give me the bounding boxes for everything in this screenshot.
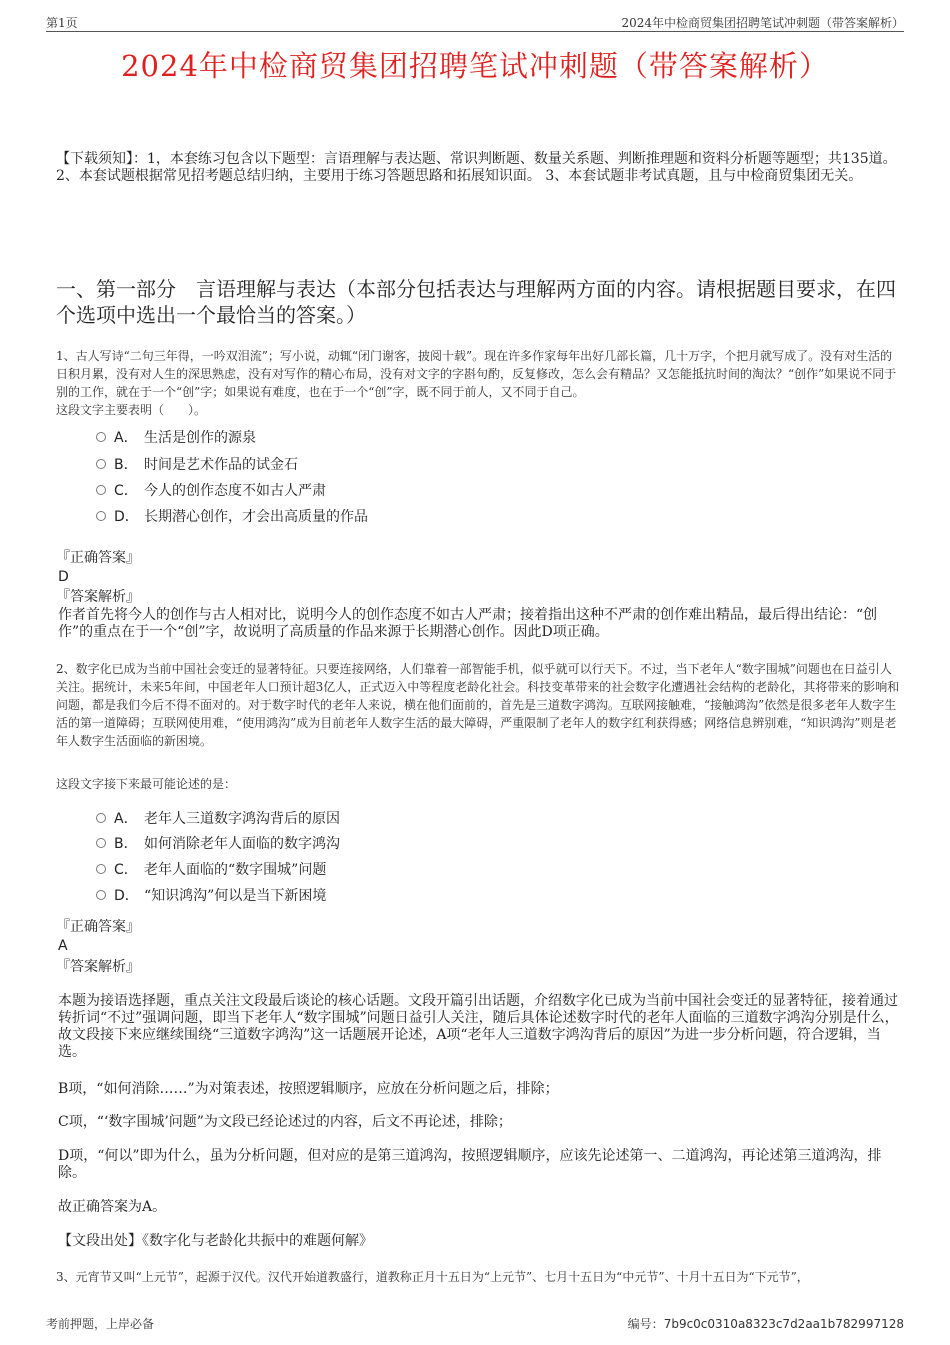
option-text: 时间是艺术作品的试金石 xyxy=(144,457,298,473)
radio-icon[interactable] xyxy=(96,813,106,823)
footer-slogan: 考前押题，上岸必备 xyxy=(46,1317,155,1331)
option-letter: C． xyxy=(114,483,138,499)
footer-code xyxy=(628,1315,904,1332)
radio-icon[interactable] xyxy=(96,432,106,442)
q2-analysis-conclusion: 故正确答案为A。 xyxy=(58,1199,167,1215)
question-2-prompt: 这段文字接下来最可能论述的是： xyxy=(56,777,237,791)
option-letter: D． xyxy=(114,509,139,525)
q2-answer-label: 『正确答案』 xyxy=(56,919,140,935)
option-letter: A． xyxy=(114,811,138,827)
option-letter: B． xyxy=(114,457,138,473)
q2-source: 【文段出处】《数字化与老龄化共振中的难题何解》 xyxy=(58,1233,373,1249)
q2-option-a[interactable] xyxy=(96,809,340,829)
q2-analysis-c: C项，“‘数字围城’问题”为文段已经论述过的内容，后文不再论述，排除； xyxy=(58,1114,512,1130)
option-text: 长期潜心创作，才会出高质量的作品 xyxy=(144,509,368,525)
radio-icon[interactable] xyxy=(96,864,106,874)
q1-option-c[interactable] xyxy=(96,481,326,501)
q1-option-a[interactable] xyxy=(96,428,256,448)
question-1-text: 1、古人写诗“二句三年得，一吟双泪流”；写小说，动辄“闭门谢客，披阅十载”。现在许多作家每年出好几部长篇，几十万字，个把月就写成了。没有对生活的日积月累，没有对人生的深思熟虑，没有对写作的精心布局，没有对文字的字斟句酌，反复修改，怎么会有精品？又怎能抵抗时间的淘汰？“创作”如果说不同于别的工作，就在于一个“创”字；如果说有难度，也在于一个“创”字，既不同于前人，又不同于自己。 xyxy=(56,349,897,399)
page-number: 第1页 xyxy=(46,16,78,30)
q1-answer-label: 『正确答案』 xyxy=(56,550,140,566)
option-letter: A． xyxy=(114,430,138,446)
q2-analysis-main: 本题为接语选择题，重点关注文段最后谈论的核心话题。文段开篇引出话题，介绍数字化已成为当前中国社会变迁的显著特征，接着通过转折词“不过”强调问题，即当下老年人“数字围城”问题日益引人关注，随后具体论述数字时代的老年人面临的三道数字鸿沟分别是什么，故文段接下来应继续围绕“三道数字鸿沟”这一话题展开论述，A项“老年人三道数字鸿沟背后的原因”为进一步分析问题，符合逻辑，当选。 xyxy=(58,993,899,1060)
radio-icon[interactable] xyxy=(96,485,106,495)
q2-option-d[interactable] xyxy=(96,886,326,906)
question-1-stem xyxy=(56,347,901,419)
header-divider xyxy=(46,31,904,32)
radio-icon[interactable] xyxy=(96,511,106,521)
option-letter: D． xyxy=(114,888,139,904)
download-notice: 【下载须知】：1，本套练习包含以下题型：言语理解与表达题、常识判断题、数量关系题、判断推理题和资料分析题等题型；共135道。 2、本套试题根据常见招考题总结归纳，主要用于练习答题思路和拓展知识面。 3、本套试题非考试真题，且与中检商贸集团无关。 xyxy=(56,151,897,184)
option-text: 今人的创作态度不如古人严肃 xyxy=(144,483,326,499)
q1-answer: D xyxy=(58,569,69,585)
q1-analysis: 作者首先将今人的创作与古人相对比，说明今人的创作态度不如古人严肃；接着指出这种不严肃的创作难出精品，最后得出结论：“创作”的重点在于一个“创”字，故说明了高质量的作品来源于长期潜心创作。因此D项正确。 xyxy=(58,607,878,640)
q2-option-c[interactable] xyxy=(96,860,326,880)
option-letter: B． xyxy=(114,836,138,852)
q2-analysis-b: B项，“如何消除……”为对策表述，按照逻辑顺序，应放在分析问题之后，排除； xyxy=(58,1081,559,1097)
q2-analysis-label: 『答案解析』 xyxy=(56,959,140,975)
footer-code-label: 编号： xyxy=(627,1317,664,1331)
option-text: 老年人三道数字鸿沟背后的原因 xyxy=(144,811,340,827)
page-title: 2024年中检商贸集团招聘笔试冲刺题（带答案解析） xyxy=(121,49,829,83)
option-text: “知识鸿沟”何以是当下新困境 xyxy=(144,888,327,904)
q2-option-b[interactable] xyxy=(96,834,340,854)
footer-code-value: 7b9c0c0310a8323c7d2aa1b782997128 xyxy=(663,1317,904,1331)
q1-option-b[interactable] xyxy=(96,455,298,475)
option-letter: C． xyxy=(114,862,138,878)
question-1-prompt: 这段文字主要表明（ ）。 xyxy=(56,403,207,417)
question-3-text: 3、元宵节又叫“上元节”，起源于汉代。汉代开始道教盛行，道教称正月十五日为“上元节”、七月十五日为“中元节”、十月十五日为“下元节”， xyxy=(56,1270,809,1284)
q2-analysis-d: D项，“何以”即为什么，虽为分析问题，但对应的是第三道鸿沟，按照逻辑顺序，应该先论述第一、二道鸿沟，再论述第三道鸿沟，排除。 xyxy=(58,1148,882,1181)
q1-option-d[interactable] xyxy=(96,507,368,527)
option-text: 生活是创作的源泉 xyxy=(144,430,256,446)
option-text: 如何消除老年人面临的数字鸿沟 xyxy=(144,836,340,852)
q2-answer: A xyxy=(58,938,68,954)
running-header-title: 2024年中检商贸集团招聘笔试冲刺题（带答案解析） xyxy=(621,16,904,30)
q1-analysis-label: 『答案解析』 xyxy=(56,589,140,605)
question-2-text: 2、数字化已成为当前中国社会变迁的显著特征。只要连接网络，人们靠着一部智能手机，似乎就可以行天下。不过，当下老年人“数字围城”问题也在日益引人关注。据统计，未来5年间，中国老年人口预计超3亿人，正式迈入中等程度老龄化社会。科技变革带来的社会数字化遭遇社会结构的老龄化，其将带来的影响和问题，都是我们今后不得不面对的。对于数字时代的老年人来说，横在他们面前的，首先是三道数字鸿沟。互联网接触难，“接触鸿沟”依然是很多老年人数字生活的第一道障碍；互联网使用难，“使用鸿沟”成为目前老年人数字生活的最大障碍，严重限制了老年人的数字红利获得感；网络信息辨别难，“知识鸿沟”则是老年人数字生活面临的新困境。 xyxy=(56,662,900,748)
radio-icon[interactable] xyxy=(96,838,106,848)
section-heading: 一、第一部分 言语理解与表达（本部分包括表达与理解两方面的内容。请根据题目要求，在四个选项中选出一个最恰当的答案。） xyxy=(56,277,896,327)
radio-icon[interactable] xyxy=(96,459,106,469)
option-text: 老年人面临的“数字围城”问题 xyxy=(144,862,327,878)
radio-icon[interactable] xyxy=(96,890,106,900)
